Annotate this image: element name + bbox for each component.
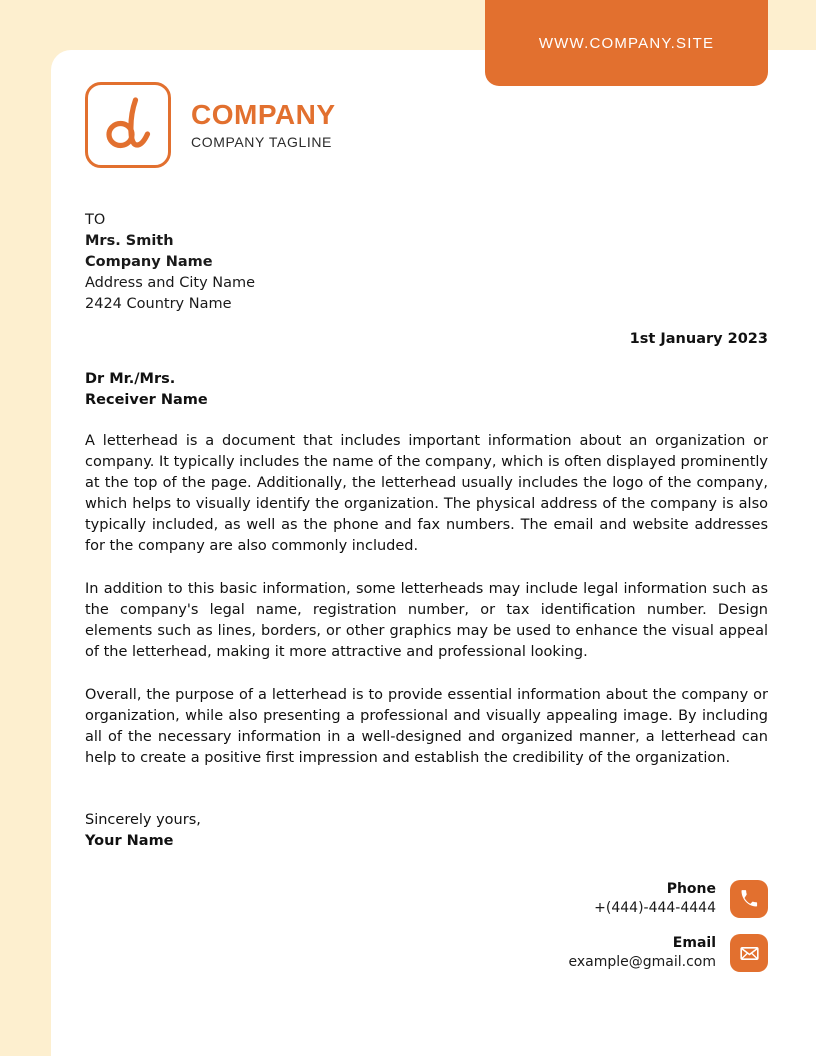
salutation-block xyxy=(85,369,208,411)
letter-date: 1st January 2023 xyxy=(629,331,768,347)
recipient-company: Company Name xyxy=(85,254,213,270)
body-paragraph-1: A letterhead is a document that includes important information about an organization or company. It typically includes the name of the company, which is often displayed prominently at the top of the page. Additionally, the letterhead usually includes the logo of the company, which helps to visually identify the organization. The physical address of the company is also typically included, as well as the phone and fax numbers. The email and website addresses for the company are also commonly included. xyxy=(85,433,768,554)
contact-footer xyxy=(569,880,769,972)
contact-row-email xyxy=(569,934,769,972)
salutation-line-1: Dr Mr./Mrs. xyxy=(85,371,176,387)
salutation-line-2: Receiver Name xyxy=(85,392,208,408)
recipient-block xyxy=(85,210,255,315)
company-logo-mark xyxy=(85,82,171,168)
phone-value: +(444)-444-4444 xyxy=(594,900,716,916)
brand-name: COMPANY xyxy=(191,98,336,130)
signoff-closing: Sincerely yours, xyxy=(85,812,201,828)
email-label: Email xyxy=(672,935,716,951)
phone-icon[interactable] xyxy=(730,880,768,918)
recipient-name: Mrs. Smith xyxy=(85,233,174,249)
phone-text-block xyxy=(594,880,716,918)
email-text-block xyxy=(569,934,717,972)
contact-row-phone xyxy=(569,880,769,918)
envelope-icon[interactable] xyxy=(730,934,768,972)
recipient-to-label: TO xyxy=(85,212,106,228)
recipient-address-line-2: 2424 Country Name xyxy=(85,296,232,312)
brand-text-block xyxy=(191,100,336,151)
body-paragraph-2: In addition to this basic information, some letterheads may include legal information such as the company's legal name, registration number, or tax identification number. Design elements such as lines, borders, or other graphics may be used to enhance the visual appeal of the letterhead, making it more attractive and professional looking. xyxy=(85,581,768,660)
website-badge xyxy=(485,0,768,86)
signoff-block xyxy=(85,810,201,852)
script-d-logo-icon xyxy=(102,96,154,154)
brand-tagline: COMPANY TAGLINE xyxy=(191,134,332,151)
letterhead-header xyxy=(85,82,336,168)
signoff-name: Your Name xyxy=(85,833,174,849)
recipient-address-line-1: Address and City Name xyxy=(85,275,256,291)
email-value: example@gmail.com xyxy=(568,954,716,970)
website-badge-label: WWW.COMPANY.SITE xyxy=(538,34,715,52)
letter-body xyxy=(85,431,768,769)
phone-label: Phone xyxy=(666,881,716,897)
body-paragraph-3: Overall, the purpose of a letterhead is to provide essential information about the company or organization, while also presenting a professional and visually appealing image. By including all of the necessary information in a well-designed and organized manner, a letterhead can help to create a positive first impression and establish the credibility of the organization. xyxy=(85,687,768,766)
